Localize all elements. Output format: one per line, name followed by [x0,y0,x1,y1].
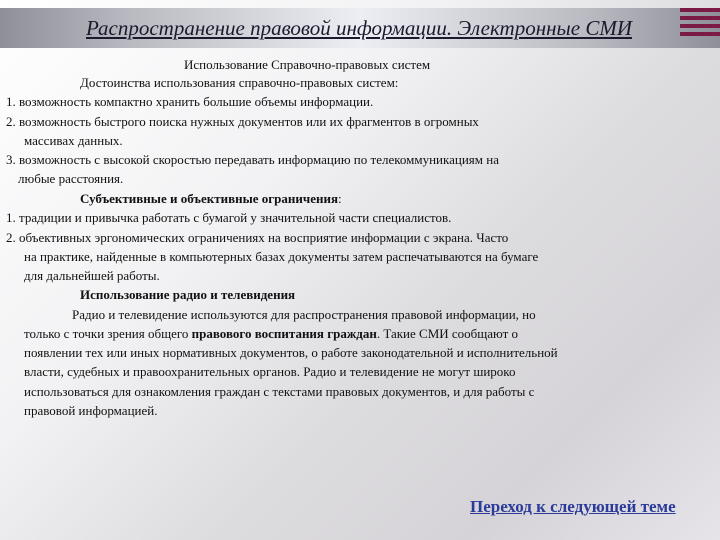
heading-radio-tv: Использование радио и телевидения [80,287,296,302]
limitation-2-cont2: для дальнейшей работы. [24,268,160,283]
heading-limitations-colon: : [338,191,342,206]
heading-advantages: Достоинства использования справочно-правовых систем: [80,75,399,90]
next-topic-link[interactable]: Переход к следующей теме [470,497,676,516]
corner-decoration [680,8,720,48]
advantage-2-cont: массивах данных. [24,133,123,148]
para-line-2-pre: только с точки зрения общего [24,326,192,341]
para-line-3: появлении тех или иных нормативных документов, о работе законодательной и исполнительной [24,345,558,360]
para-line-1: Радио и телевидение используются для распространения правовой информации, но [72,307,536,322]
advantage-3: 3. возможность с высокой скоростью передавать информацию по телекоммуникациям на [6,152,499,167]
heading-limitations [80,190,342,208]
advantage-1: 1. возможность компактно хранить большие объемы информации. [6,94,374,109]
para-line-4: власти, судебных и правоохранительных органов. Радио и телевидение не могут широко [24,364,516,379]
limitation-2-cont: на практике, найденные в компьютерных базах документы затем распечатываются на бумаге [24,249,539,264]
advantage-3-cont: любые расстояния. [18,171,124,186]
heading-limitations-text: Субъективные и объективные ограничения [80,191,339,206]
advantage-2: 2. возможность быстрого поиска нужных документов или их фрагментов в огромных [6,114,479,129]
para-line-6: правовой информацией. [24,403,158,418]
heading-legal-systems: Использование Справочно-правовых систем [184,57,431,72]
para-line-2-post: . Такие СМИ сообщают о [376,326,519,341]
para-line-2 [24,325,518,343]
limitation-1: 1. традиции и привычка работать с бумагой у значительной части специалистов. [6,210,452,225]
para-line-2-bold: правового воспитания граждан [191,326,377,341]
limitation-2: 2. объективных эргономических ограничениях на восприятие информации с экрана. Часто [6,230,509,245]
para-line-5: использоваться для ознакомления граждан с текстами правовых документов, и для работы с [24,384,535,399]
slide-title: Распространение правовой информации. Электронные СМИ [86,16,633,40]
